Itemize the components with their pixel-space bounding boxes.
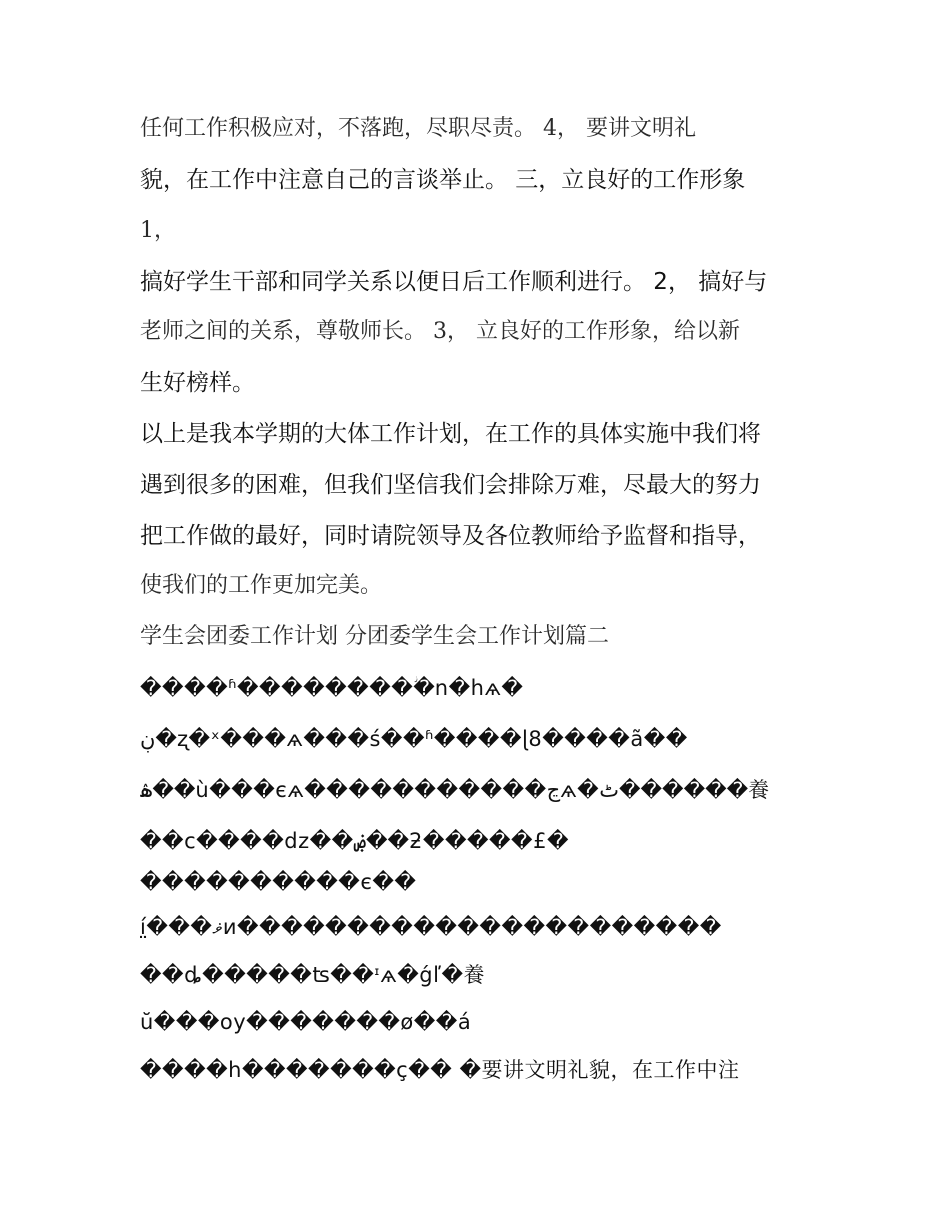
text-line: 生好榜样。 bbox=[140, 370, 255, 396]
text-line: 把工作做的最好，同时请院领导及各位教师给予监督和指导， bbox=[140, 523, 761, 549]
text-line: 任何工作积极应对，不落跑，尽职尽责。 4， 要讲文明礼 bbox=[140, 116, 696, 141]
garbled-text-line: ����h�������ç�� �要讲文明礼貌，在工作中注 bbox=[140, 1058, 740, 1082]
garbled-text-line: ����������є�� bbox=[140, 870, 417, 894]
garbled-text-line: ��ϲ����dz��ۻ��ƻ�����£� bbox=[140, 829, 569, 853]
text-line: 貌，在工作中注意自己的言谈举止。 三，立良好的工作形象 bbox=[140, 167, 746, 193]
text-line: 1， bbox=[140, 218, 176, 243]
garbled-text-line: ۿ��ù���єѧ�����������ڃѧ�ٹ������養 bbox=[140, 778, 770, 802]
text-line: 以上是我本学期的大体工作计划，在工作的具体实施中我们将 bbox=[140, 421, 761, 447]
garbled-text-line: ����ʱ��������ؗ�n�hѧ� bbox=[140, 676, 524, 700]
garbled-text-line: ��ȡ�����ʦ��ᶦѧ�ǵľ�養 bbox=[140, 963, 486, 987]
text-line: 遇到很多的困难，但我们坚信我们会排除万难，尽最大的努力 bbox=[140, 472, 761, 498]
text-line: 使我们的工作更加完美。 bbox=[140, 573, 383, 598]
garbled-text-line: ŭ���оy�������ø��á bbox=[140, 1010, 472, 1034]
text-line: 老师之间的关系，尊敬师长。 3， 立良好的工作形象，给以新 bbox=[140, 319, 740, 344]
garbled-text-line: í̤���ޥи���������������������� bbox=[140, 915, 722, 939]
section-heading: 学生会团委工作计划 分团委学生会工作计划篇二 bbox=[140, 624, 609, 649]
text-line: 搞好学生干部和同学关系以便日后工作顺利进行。 2， 搞好与 bbox=[140, 269, 768, 295]
garbled-text-line: ڹ�ʐ�ˣ���ѧ���ś��ʱ����ɭ8����ã�� bbox=[140, 727, 688, 751]
